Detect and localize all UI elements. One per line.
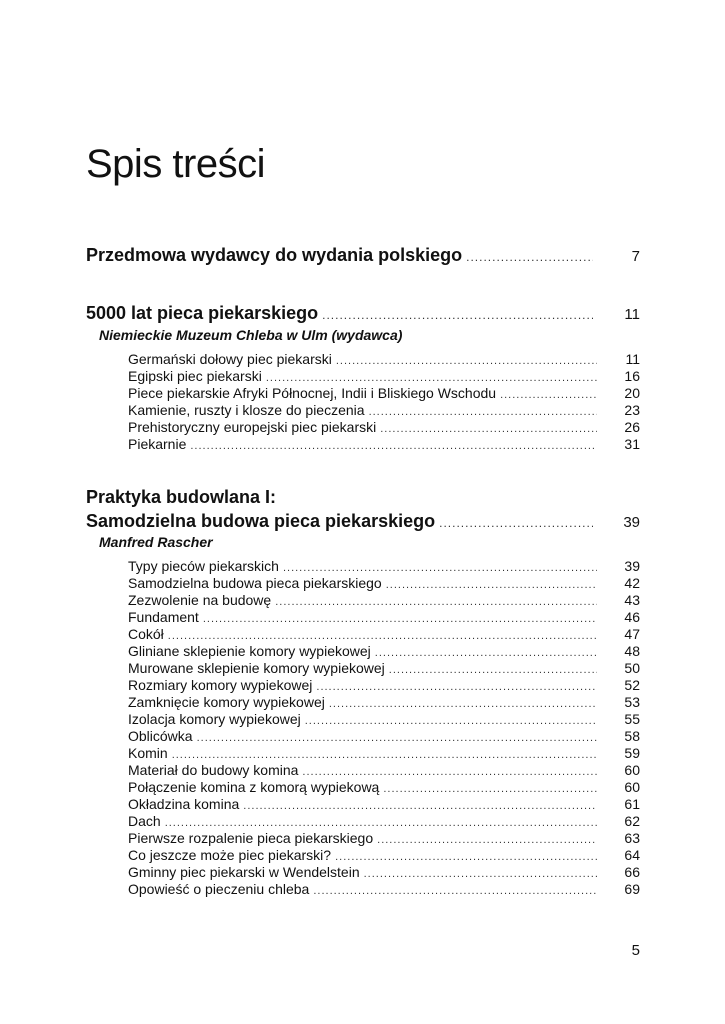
page-number: 60 xyxy=(624,779,640,795)
page-number: 26 xyxy=(624,419,640,435)
page-number: 60 xyxy=(624,762,640,778)
entry-title: Pierwsze rozpalenie pieca piekarskiego xyxy=(128,830,374,846)
entry-title: Gminny piec piekarski w Wendelstein xyxy=(128,864,360,880)
toc-entry xyxy=(128,419,640,435)
page-number: 39 xyxy=(623,514,640,531)
dot-leader xyxy=(283,562,597,574)
page-number: 11 xyxy=(625,351,640,367)
dot-leader xyxy=(335,851,597,863)
toc-entry xyxy=(128,694,640,710)
page-number: 31 xyxy=(624,436,640,452)
toc-entry xyxy=(128,830,640,846)
dot-leader xyxy=(305,715,597,727)
section-title: Samodzielna budowa pieca piekarskiego xyxy=(86,511,436,531)
dot-leader xyxy=(275,596,597,608)
toc-entry xyxy=(128,813,640,829)
entry-title: Dach xyxy=(128,813,161,829)
dot-leader xyxy=(380,423,597,435)
entry-title: Piekarnie xyxy=(128,436,187,452)
entry-title: Germański dołowy piec piekarski xyxy=(128,351,332,367)
page-title: Spis treści xyxy=(86,142,265,186)
entry-title: Kamienie, ruszty i klosze do pieczenia xyxy=(128,402,365,418)
toc-entry xyxy=(128,847,640,863)
entry-title: Piece piekarskie Afryki Północnej, Indii i Bliskiego Wschodu xyxy=(128,385,497,401)
entry-title: Zezwolenie na budowę xyxy=(128,592,272,608)
page-number: 62 xyxy=(624,813,640,829)
page-number: 48 xyxy=(624,643,640,659)
page-number: 63 xyxy=(624,830,640,846)
entry-title: Murowane sklepienie komory wypiekowej xyxy=(128,660,385,676)
toc-entry xyxy=(128,592,640,608)
section-author: Manfred Rascher xyxy=(99,534,213,550)
entry-title: Rozmiary komory wypiekowej xyxy=(128,677,313,693)
entry-title: Oblicówka xyxy=(128,728,193,744)
entry-title: Opowieść o pieczeniu chleba xyxy=(128,881,310,897)
dot-leader xyxy=(377,834,597,846)
page-number: 20 xyxy=(624,385,640,401)
page-number: 47 xyxy=(624,626,640,642)
toc-section-history xyxy=(86,303,640,324)
toc-entry xyxy=(128,643,640,659)
toc-entry xyxy=(128,402,640,418)
dot-leader xyxy=(190,440,597,452)
dot-leader xyxy=(165,817,597,829)
page-number: 7 xyxy=(631,248,640,265)
section-title: 5000 lat pieca piekarskiego xyxy=(86,303,319,323)
page-folio: 5 xyxy=(631,942,640,959)
dot-leader xyxy=(386,579,597,591)
entry-title: Typy pieców piekarskich xyxy=(128,558,279,574)
toc-entry xyxy=(128,745,640,761)
dot-leader xyxy=(383,783,597,795)
toc-entry xyxy=(128,881,640,897)
entry-title: Komin xyxy=(128,745,168,761)
page-number: 39 xyxy=(624,558,640,574)
section-title: Przedmowa wydawcy do wydania polskiego xyxy=(86,245,463,265)
entry-title: Połączenie komina z komorą wypiekową xyxy=(128,779,380,795)
page-number: 59 xyxy=(624,745,640,761)
dot-leader xyxy=(197,732,597,744)
page-number: 42 xyxy=(624,575,640,591)
dot-leader xyxy=(375,647,597,659)
entry-title: Gliniane sklepienie komory wypiekowej xyxy=(128,643,371,659)
toc-entry xyxy=(128,864,640,880)
entry-title: Prehistoryczny europejski piec piekarski xyxy=(128,419,377,435)
page-number: 55 xyxy=(624,711,640,727)
section-title-line1: Praktyka budowlana I: xyxy=(86,487,277,507)
dot-leader xyxy=(322,308,593,322)
page-number: 43 xyxy=(624,592,640,608)
entry-title: Okładzina komina xyxy=(128,796,240,812)
toc-entry xyxy=(128,711,640,727)
toc-entry xyxy=(128,385,640,401)
dot-leader xyxy=(302,766,597,778)
page-number: 50 xyxy=(624,660,640,676)
dot-leader xyxy=(266,372,597,384)
toc-entry xyxy=(128,351,640,367)
dot-leader xyxy=(369,406,597,418)
dot-leader xyxy=(329,698,597,710)
dot-leader xyxy=(439,516,593,530)
entry-title: Izolacja komory wypiekowej xyxy=(128,711,301,727)
page-number: 23 xyxy=(624,402,640,418)
dot-leader xyxy=(168,630,597,642)
entry-title: Fundament xyxy=(128,609,199,625)
dot-leader xyxy=(316,681,597,693)
toc-entry xyxy=(128,558,640,574)
entry-title: Samodzielna budowa pieca piekarskiego xyxy=(128,575,382,591)
page-number: 52 xyxy=(624,677,640,693)
entry-title: Egipski piec piekarski xyxy=(128,368,262,384)
page-number: 69 xyxy=(624,881,640,897)
toc-entry xyxy=(128,677,640,693)
page-number: 58 xyxy=(624,728,640,744)
page-number: 64 xyxy=(624,847,640,863)
entry-title: Cokół xyxy=(128,626,164,642)
dot-leader xyxy=(500,389,597,401)
dot-leader xyxy=(364,868,597,880)
toc-entry xyxy=(128,626,640,642)
section-author: Niemieckie Muzeum Chleba w Ulm (wydawca) xyxy=(99,327,403,343)
toc-entry xyxy=(128,762,640,778)
page-number: 66 xyxy=(624,864,640,880)
toc-entry xyxy=(128,575,640,591)
toc-entry xyxy=(128,609,640,625)
page-number: 61 xyxy=(624,796,640,812)
dot-leader xyxy=(389,664,597,676)
page-number: 16 xyxy=(624,368,640,384)
dot-leader xyxy=(313,885,597,897)
page-number: 46 xyxy=(624,609,640,625)
toc-section-preface xyxy=(86,245,640,266)
toc-entry xyxy=(128,660,640,676)
page-number: 53 xyxy=(624,694,640,710)
page-number: 11 xyxy=(624,306,640,323)
toc-entry xyxy=(128,436,640,452)
dot-leader xyxy=(203,613,597,625)
dot-leader xyxy=(336,355,597,367)
toc-entry xyxy=(128,779,640,795)
entry-title: Materiał do budowy komina xyxy=(128,762,299,778)
dot-leader xyxy=(243,800,597,812)
entry-title: Co jeszcze może piec piekarski? xyxy=(128,847,332,863)
toc-entry xyxy=(128,796,640,812)
toc-entry xyxy=(128,728,640,744)
dot-leader xyxy=(172,749,597,761)
toc-entry xyxy=(128,368,640,384)
toc-section-practice xyxy=(86,511,640,532)
dot-leader xyxy=(466,250,593,264)
entry-title: Zamknięcie komory wypiekowej xyxy=(128,694,325,710)
